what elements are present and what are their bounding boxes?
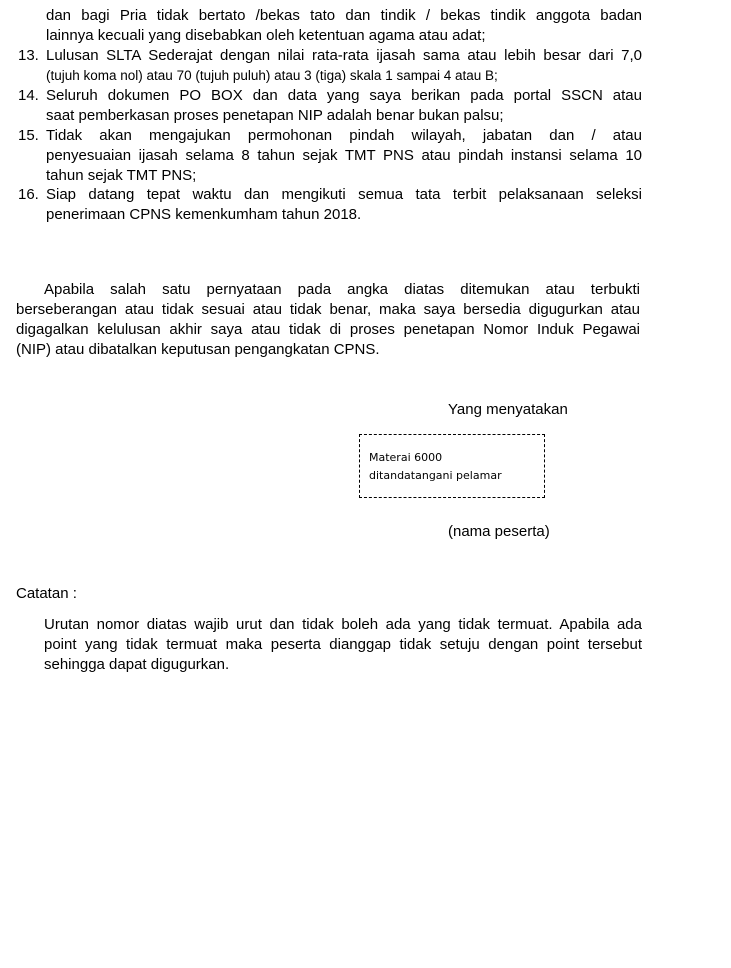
item-16-line-2: penerimaan CPNS kemenkumham tahun 2018.: [46, 206, 362, 223]
statement-line-1: Apabila salah satu pernyataan pada angka diatas ditemukan atau terbukti: [44, 281, 640, 298]
materai-signature-note: ditandatangani pelamar: [369, 469, 502, 482]
item-16-number: 16.: [18, 186, 39, 203]
item-15-line-1: Tidak akan mengajukan permohonan pindah wilayah, jabatan dan / atau: [46, 127, 642, 144]
item-15-number: 15.: [18, 127, 39, 144]
statement-line-3: digagalkan kelulusan akhir saya atau tidak di proses penetapan Nomor Induk Pegawai: [16, 321, 640, 338]
note-line-2: point yang tidak termuat maka peserta dianggap tidak setuju dengan point tersebut: [44, 636, 642, 653]
participant-name: (nama peserta): [448, 523, 550, 540]
note-line-3: sehingga dapat digugurkan.: [44, 656, 230, 673]
note-line-1: Urutan nomor diatas wajib urut dan tidak boleh ada yang tidak termuat. Apabila ada: [44, 616, 642, 633]
signature-title: Yang menyatakan: [448, 401, 568, 418]
item-12-line-2: lainnya kecuali yang disebabkan oleh ketentuan agama atau adat;: [46, 27, 486, 44]
item-14-line-2: saat pemberkasan proses penetapan NIP adalah benar bukan palsu;: [46, 107, 504, 124]
item-13-number: 13.: [18, 47, 39, 64]
statement-line-2: berseberangan atau tidak sesuai atau tidak benar, maka saya bersedia digugurkan atau: [16, 301, 640, 318]
item-15-line-3: tahun sejak TMT PNS;: [46, 167, 197, 184]
statement-line-4: (NIP) atau dibatalkan keputusan pengangkatan CPNS.: [16, 341, 380, 358]
materai-label: Materai 6000: [369, 451, 443, 464]
note-heading: Catatan :: [16, 585, 77, 602]
item-12-line-1: dan bagi Pria tidak bertato /bekas tato dan tindik / bekas tindik anggota badan: [46, 7, 642, 24]
item-13-line-2: (tujuh koma nol) atau 70 (tujuh puluh) atau 3 (tiga) skala 1 sampai 4 atau B;: [46, 68, 498, 83]
item-14-line-1: Seluruh dokumen PO BOX dan data yang saya berikan pada portal SSCN atau: [46, 87, 642, 104]
item-16-line-1: Siap datang tepat waktu dan mengikuti semua tata terbit pelaksanaan seleksi: [46, 186, 642, 203]
item-15-line-2: penyesuaian ijasah selama 8 tahun sejak TMT PNS atau pindah instansi selama 10: [46, 147, 642, 164]
item-13-line-1: Lulusan SLTA Sederajat dengan nilai rata-rata ijasah sama atau lebih besar dari 7,0: [46, 47, 642, 64]
materai-box: [359, 434, 545, 498]
item-14-number: 14.: [18, 87, 39, 104]
